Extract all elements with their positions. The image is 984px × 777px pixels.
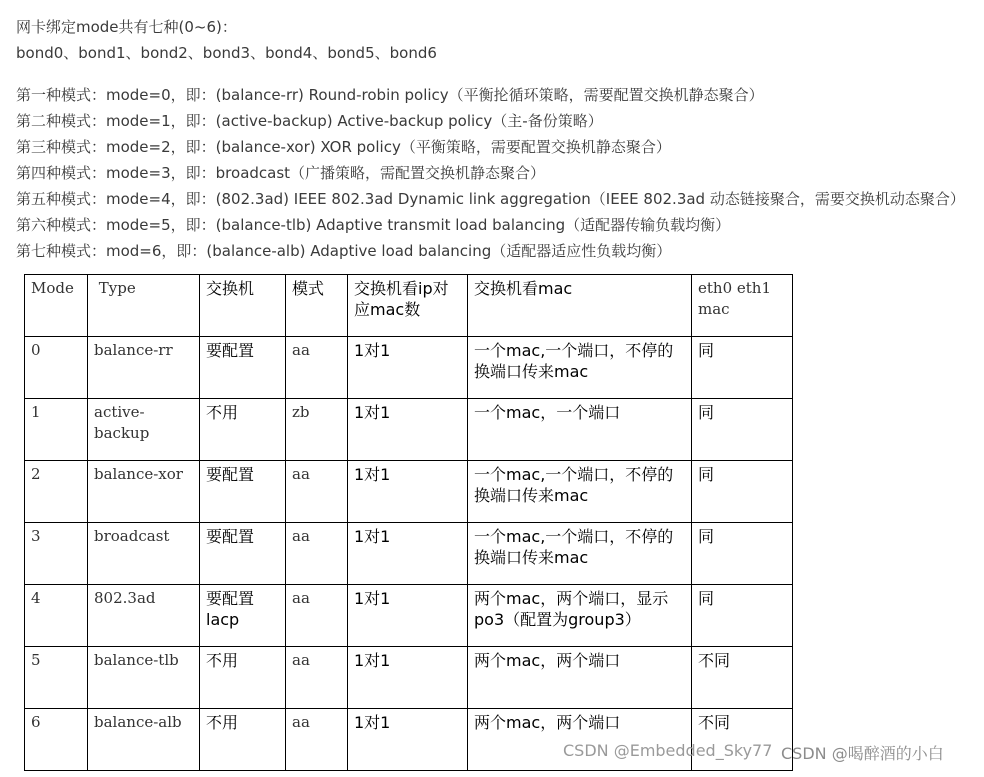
cell-type: balance-alb [88, 709, 200, 771]
mode-line-4: 第五种模式：mode=4，即：(802.3ad) IEEE 802.3ad Dynamic link aggregation（IEEE 802.3ad 动态链接聚合，需要交换机动态聚合） [16, 190, 965, 208]
cell-pattern: aa [286, 337, 348, 399]
cell-switch-mac: 一个mac，一个端口 [468, 399, 692, 461]
cell-type: 802.3ad [88, 585, 200, 647]
cell-eth-mac: 同 [692, 585, 793, 647]
bond-list: bond0、bond1、bond2、bond3、bond4、bond5、bond6 [16, 44, 437, 62]
table-row [25, 461, 793, 523]
cell-mode: 2 [25, 461, 88, 523]
mode-line-2: 第三种模式：mode=2，即：(balance-xor) XOR policy（平衡策略，需要配置交换机静态聚合） [16, 138, 671, 156]
csdn-watermark-primary: CSDN @Embedded_Sky77 [563, 741, 773, 760]
cell-eth-mac: 同 [692, 523, 793, 585]
cell-mode: 6 [25, 709, 88, 771]
cell-ip-mac: 1对1 [348, 461, 468, 523]
mode-line-3: 第四种模式：mode=3，即：broadcast（广播策略，需配置交换机静态聚合） [16, 164, 546, 182]
cell-eth-mac: 同 [692, 461, 793, 523]
cell-type: balance-tlb [88, 647, 200, 709]
table-row [25, 337, 793, 399]
cell-eth-mac: 同 [692, 399, 793, 461]
csdn-watermark-secondary: CSDN @喝醉酒的小白 [781, 744, 944, 763]
intro-heading: 网卡绑定mode共有七种(0~6)： [16, 18, 237, 36]
cell-type: balance-rr [88, 337, 200, 399]
cell-switch: 要配置 [200, 523, 286, 585]
cell-switch: 要配置 [200, 461, 286, 523]
cell-switch: 要配置lacp [200, 585, 286, 647]
cell-switch: 不用 [200, 647, 286, 709]
cell-switch-mac: 一个mac,一个端口，不停的换端口传来mac [468, 523, 692, 585]
cell-eth-mac: 不同 [692, 647, 793, 709]
header-mode: Mode [25, 275, 88, 337]
cell-mode: 5 [25, 647, 88, 709]
cell-ip-mac: 1对1 [348, 399, 468, 461]
cell-pattern: zb [286, 399, 348, 461]
mode-line-0: 第一种模式：mode=0，即：(balance-rr) Round-robin policy（平衡抡循环策略，需要配置交换机静态聚合） [16, 86, 764, 104]
cell-pattern: aa [286, 585, 348, 647]
cell-ip-mac: 1对1 [348, 337, 468, 399]
cell-pattern: aa [286, 523, 348, 585]
cell-ip-mac: 1对1 [348, 523, 468, 585]
cell-pattern: aa [286, 709, 348, 771]
cell-type: balance-xor [88, 461, 200, 523]
cell-ip-mac: 1对1 [348, 709, 468, 771]
cell-pattern: aa [286, 461, 348, 523]
cell-eth-mac: 同 [692, 337, 793, 399]
cell-pattern: aa [286, 647, 348, 709]
cell-mode: 4 [25, 585, 88, 647]
table-row [25, 585, 793, 647]
header-switch: 交换机 [200, 275, 286, 337]
cell-mode: 0 [25, 337, 88, 399]
cell-switch-mac: 一个mac,一个端口，不停的换端口传来mac [468, 461, 692, 523]
mode-line-6: 第七种模式：mod=6，即：(balance-alb) Adaptive load balancing（适配器适应性负载均衡） [16, 242, 672, 260]
mode-line-5: 第六种模式：mode=5，即：(balance-tlb) Adaptive transmit load balancing（适配器传输负载均衡） [16, 216, 731, 234]
mode-line-1: 第二种模式：mode=1，即：(active-backup) Active-backup policy（主-备份策略） [16, 112, 603, 130]
header-switch-mac: 交换机看mac [468, 275, 692, 337]
cell-switch-mac: 两个mac，两个端口 [468, 709, 692, 771]
cell-switch-mac: 两个mac，两个端口，显示po3（配置为group3） [468, 585, 692, 647]
cell-switch-mac: 一个mac,一个端口，不停的换端口传来mac [468, 337, 692, 399]
cell-mode: 1 [25, 399, 88, 461]
header-ip-mac: 交换机看ip对应mac数 [348, 275, 468, 337]
cell-mode: 3 [25, 523, 88, 585]
cell-type: active-backup [88, 399, 200, 461]
cell-eth-mac: 不同 [692, 709, 793, 771]
bonding-modes-table [24, 274, 793, 771]
table-row [25, 399, 793, 461]
table-header-row [25, 275, 793, 337]
cell-ip-mac: 1对1 [348, 647, 468, 709]
spacer [16, 66, 965, 82]
cell-switch-mac: 两个mac，两个端口 [468, 647, 692, 709]
cell-switch: 要配置 [200, 337, 286, 399]
header-pattern: 模式 [286, 275, 348, 337]
cell-type: broadcast [88, 523, 200, 585]
cell-switch: 不用 [200, 399, 286, 461]
table-row [25, 647, 793, 709]
cell-switch: 不用 [200, 709, 286, 771]
intro-text [16, 14, 965, 264]
table-row [25, 523, 793, 585]
header-type: Type [88, 275, 200, 337]
header-eth-mac: eth0 eth1 mac [692, 275, 793, 337]
table-row [25, 709, 793, 771]
cell-ip-mac: 1对1 [348, 585, 468, 647]
